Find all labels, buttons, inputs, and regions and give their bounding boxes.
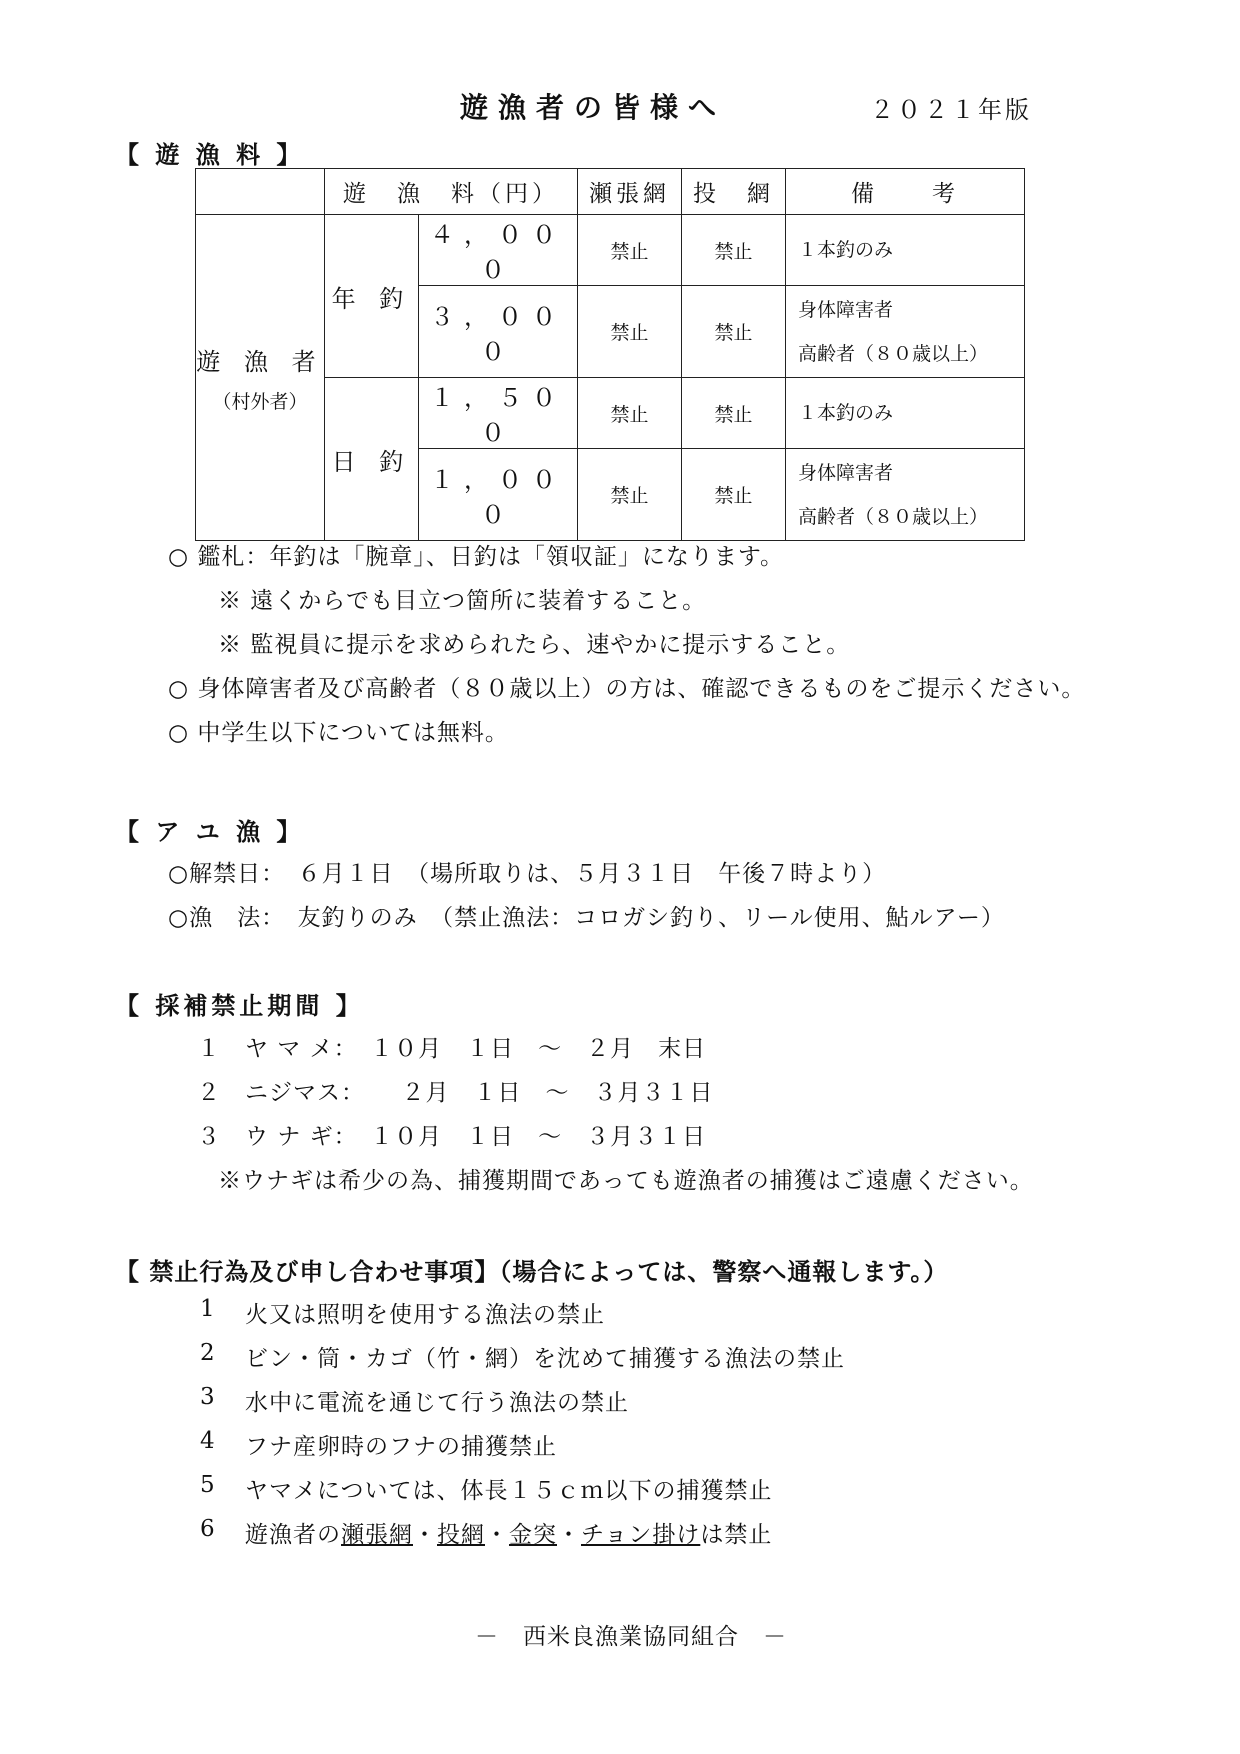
item6-method-kanatsuki: 金突: [509, 1522, 557, 1548]
closed-season-note: ※ウナギは希少の為、捕獲期間であっても遊漁者の捕獲はご遠慮ください。: [218, 1168, 1034, 1194]
net1-cell: 禁止: [578, 378, 682, 449]
edition-label: ２０２１年版: [870, 96, 1032, 124]
list-item: 火又は照明を使用する漁法の禁止: [245, 1302, 605, 1328]
item6-method-chongake: チョン掛け: [581, 1522, 701, 1548]
category-label: 遊 漁 者: [196, 347, 324, 376]
note-wear: ※ 遠くからでも目立つ箇所に装着すること。: [218, 588, 707, 614]
remarks-cell: [786, 449, 1025, 541]
fees-heading: 【 遊 漁 料 】: [115, 140, 305, 169]
table-row: [196, 215, 1025, 286]
net2-cell: 禁止: [682, 215, 786, 286]
amount-cell: ３，０００: [419, 286, 578, 378]
remarks-cell: １本釣のみ: [786, 378, 1025, 449]
list-item: 水中に電流を通じて行う漁法の禁止: [245, 1390, 629, 1416]
closed-season-line: ２ ニジマス： ２月 １日 ～ ３月３１日: [197, 1080, 714, 1106]
remarks-line: 身体障害者: [798, 461, 894, 484]
closed-season-heading: 【 採補禁止期間 】: [115, 991, 364, 1020]
fee-table-header-row: [196, 169, 1025, 215]
list-item-number: 5: [200, 1472, 216, 1498]
category-sub: （村外者）: [212, 390, 308, 413]
category-cell: [196, 215, 325, 541]
item6-method-toami: 投網: [437, 1522, 485, 1548]
note-free: ○ 中学生以下については無料。: [168, 720, 509, 746]
note-disabled: ○ 身体障害者及び高齢者（８０歳以上）の方は、確認できるものをご提示ください。: [168, 676, 1086, 702]
remarks-line: 高齢者（８０歳以上）: [798, 505, 989, 528]
header-net2: 投 網: [682, 169, 786, 215]
daily-label: 日 釣: [325, 378, 419, 541]
remarks-line: 身体障害者: [798, 298, 894, 321]
list-item-number: 1: [200, 1296, 216, 1322]
prohibited-heading: 【 禁止行為及び申し合わせ事項】（場合によっては、警察へ通報します。）: [115, 1257, 949, 1286]
ayu-heading: 【 ア ユ 漁 】: [115, 817, 305, 846]
item6-separator: ・: [557, 1522, 581, 1548]
list-item-number: 2: [200, 1340, 216, 1366]
list-item: フナ産卵時のフナの捕獲禁止: [245, 1434, 557, 1460]
amount-cell: １，０００: [419, 449, 578, 541]
list-item: ビン・筒・カゴ（竹・網）を沈めて捕獲する漁法の禁止: [245, 1346, 845, 1372]
page-title: 遊漁者の皆様へ: [460, 91, 727, 124]
list-item: [245, 1516, 772, 1549]
header-remarks: 備 考: [786, 169, 1025, 215]
item6-separator: ・: [485, 1522, 509, 1548]
fee-table: [195, 168, 1025, 541]
item6-method-setebari: 瀬張網: [341, 1522, 413, 1548]
footer-organization: － 西米良漁業協同組合 －: [475, 1624, 787, 1650]
list-item: ヤマメについては、体長１５ｃｍ以下の捕獲禁止: [245, 1478, 773, 1504]
net1-cell: 禁止: [578, 286, 682, 378]
net2-cell: 禁止: [682, 449, 786, 541]
item6-separator: ・: [413, 1522, 437, 1548]
net2-cell: 禁止: [682, 286, 786, 378]
net1-cell: 禁止: [578, 215, 682, 286]
remarks-cell: [786, 286, 1025, 378]
net2-cell: 禁止: [682, 378, 786, 449]
annual-label: 年 釣: [325, 215, 419, 378]
item6-suffix: は禁止: [700, 1522, 773, 1548]
list-item-number: 6: [200, 1516, 216, 1542]
amount-cell: １，５００: [419, 378, 578, 449]
closed-season-line: ３ ウ ナ ギ： １０月 １日 ～ ３月３１日: [197, 1124, 707, 1150]
ayu-open-date: ○解禁日： ６月１日 （場所取りは、５月３１日 午後７時より）: [168, 861, 887, 887]
ayu-method: ○漁 法： 友釣りのみ （禁止漁法：コロガシ釣り、リール使用、鮎ルアー）: [168, 905, 1005, 931]
header-fee: 遊 漁 料（円）: [325, 169, 578, 215]
header-blank-cell: [196, 169, 325, 215]
amount-cell: ４，０００: [419, 215, 578, 286]
remarks-cell: １本釣のみ: [786, 215, 1025, 286]
list-item-number: 4: [200, 1428, 216, 1454]
remarks-line: 高齢者（８０歳以上）: [798, 342, 989, 365]
header-net1: 瀬張網: [578, 169, 682, 215]
list-item-number: 3: [200, 1384, 216, 1410]
item6-prefix: 遊漁者の: [245, 1522, 341, 1548]
net1-cell: 禁止: [578, 449, 682, 541]
closed-season-line: １ ヤ マ メ： １０月 １日 ～ ２月 末日: [197, 1036, 707, 1062]
note-present: ※ 監視員に提示を求められたら、速やかに提示すること。: [218, 632, 851, 658]
note-license: ○ 鑑札：年釣は「腕章」、日釣は「領収証」になります。: [168, 544, 785, 570]
